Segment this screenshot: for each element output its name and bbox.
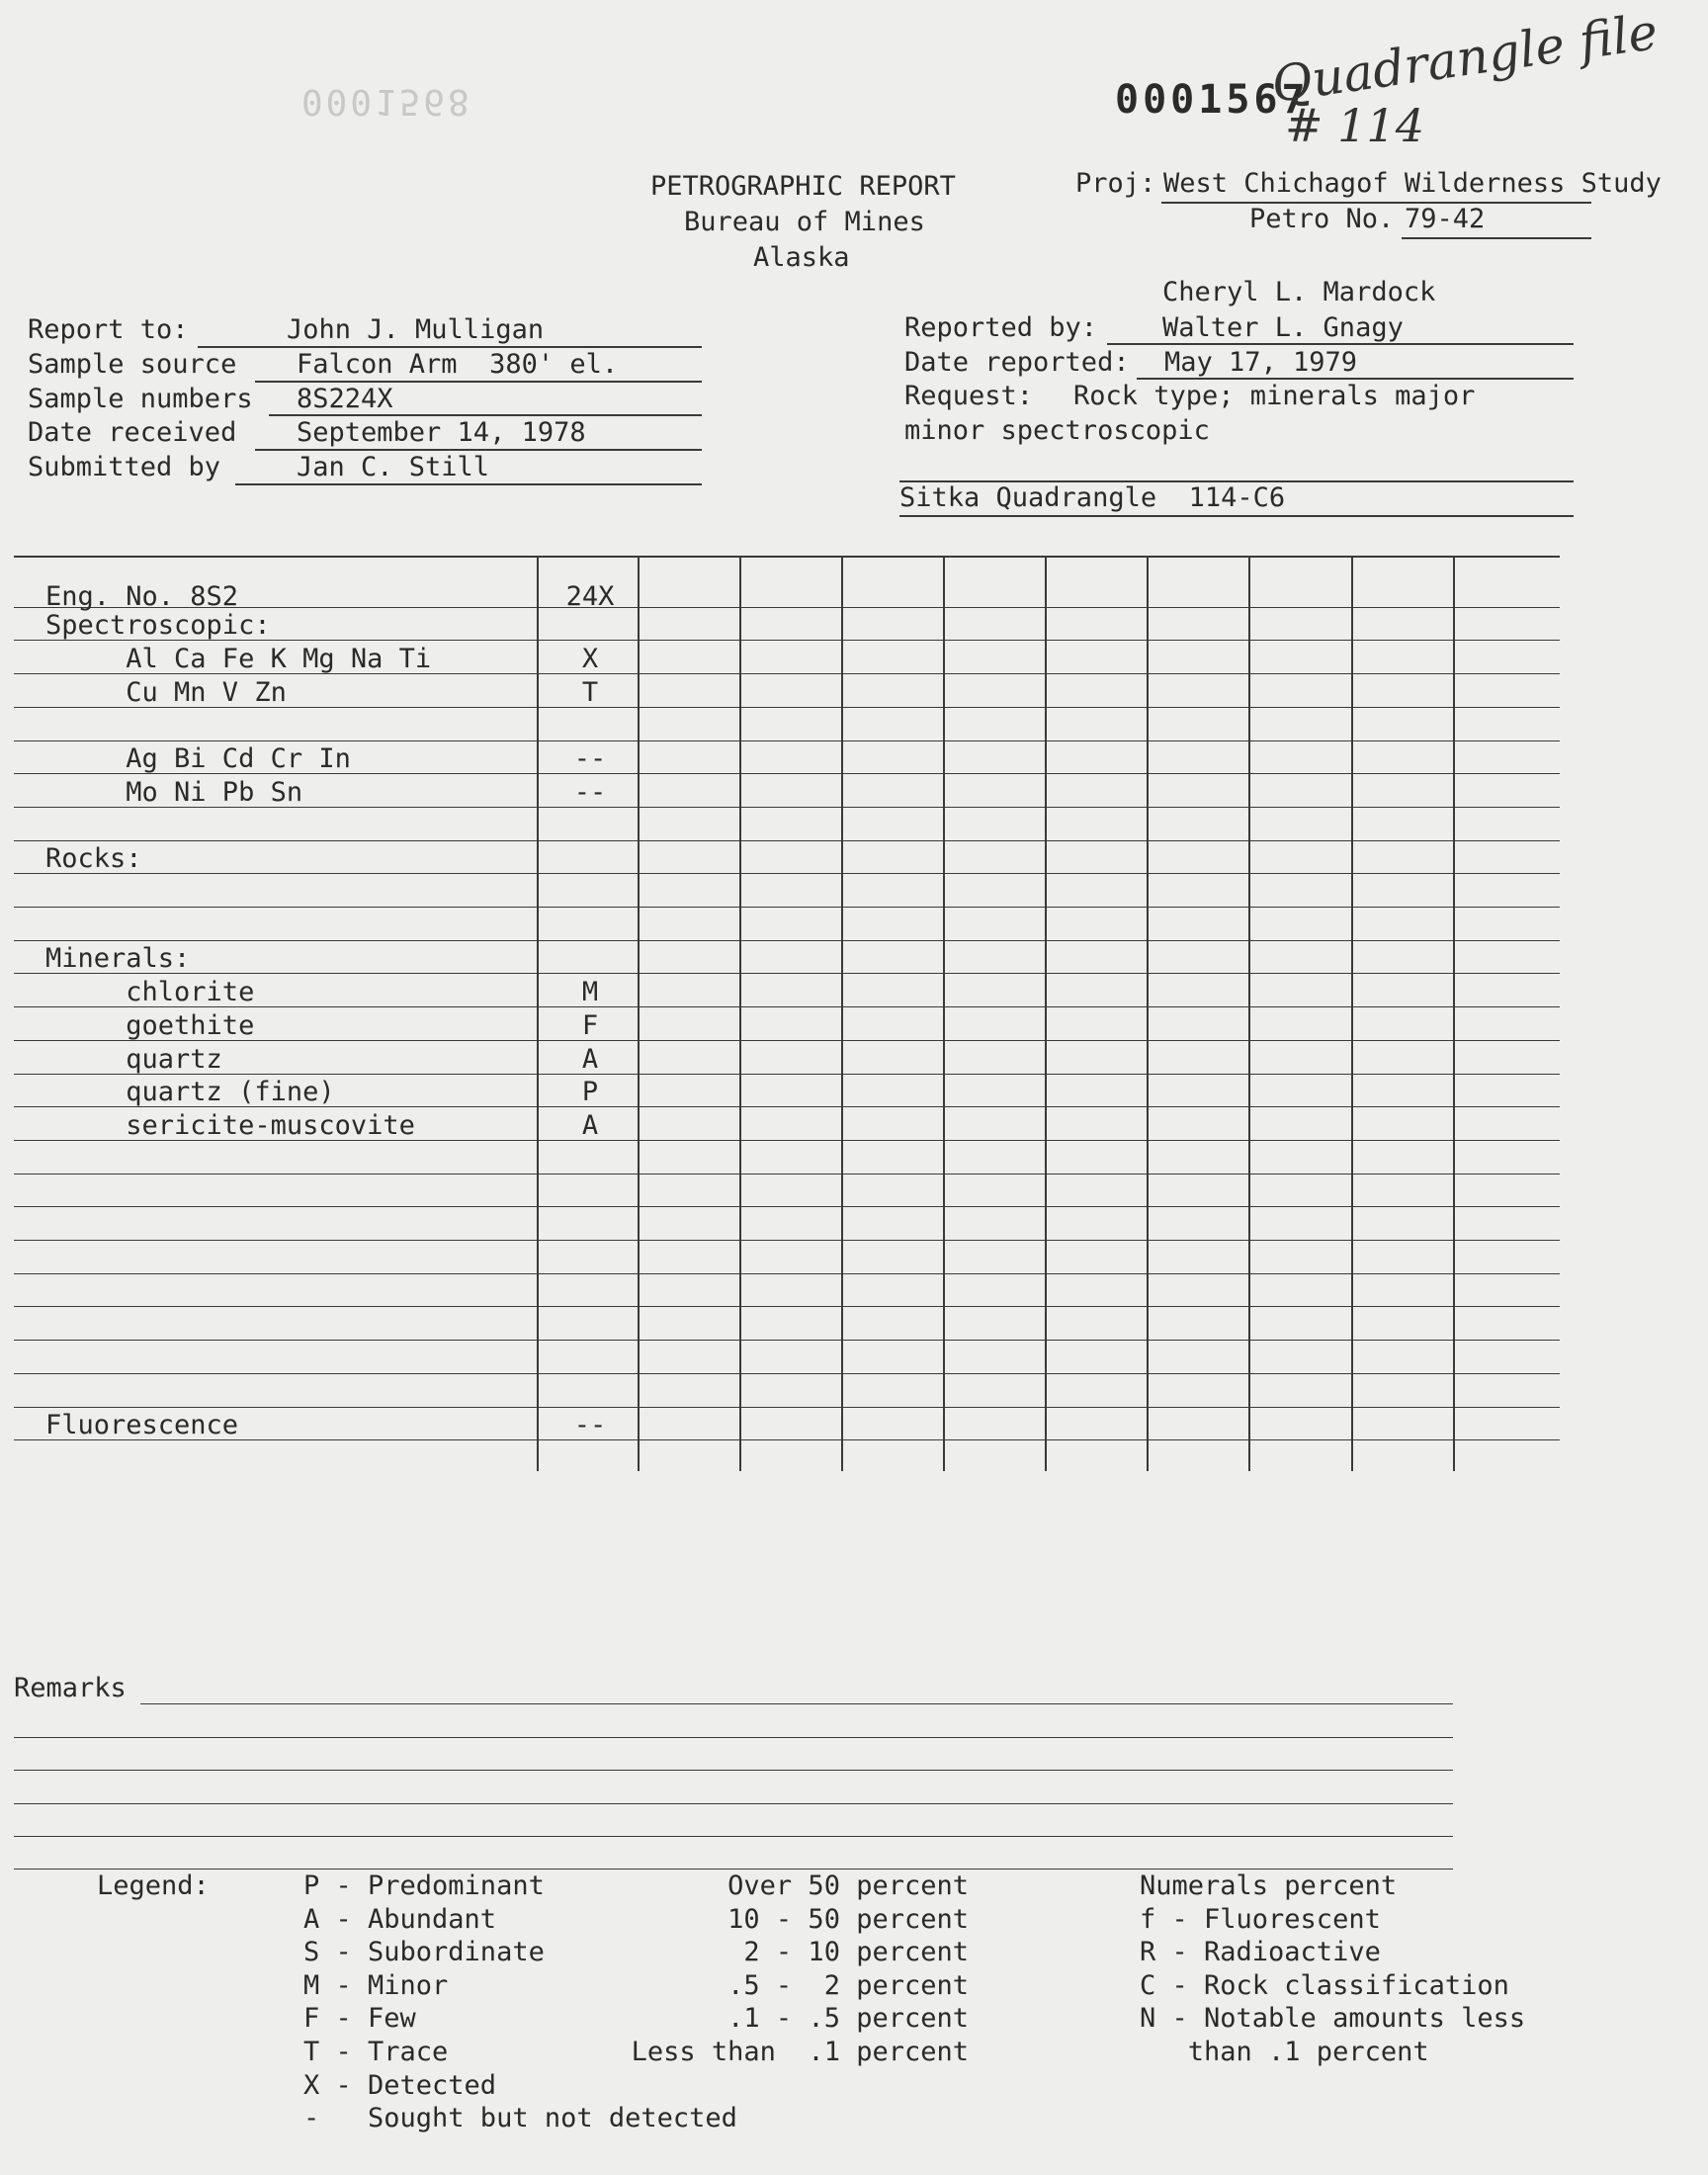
legend-range: Over 50 percent	[727, 1870, 969, 1901]
table-row-label: Mo Ni Pb Sn	[45, 777, 303, 808]
legend-label: Legend:	[97, 1870, 210, 1901]
table-row-line	[14, 1439, 1560, 1440]
legend-extra: than .1 percent	[1140, 2037, 1429, 2067]
proj-value: West Chichagof Wilderness Study	[1163, 168, 1662, 199]
table-row-value: --	[573, 743, 607, 774]
document-number-stamp: 0001567	[1115, 77, 1310, 123]
legend-code: P - Predominant	[303, 1870, 545, 1901]
sample-numbers-label: Sample numbers	[28, 384, 253, 414]
table-row-line	[14, 607, 1560, 608]
legend-code: S - Subordinate	[303, 1937, 545, 1967]
request-value: Rock type; minerals major	[1073, 381, 1476, 411]
petro-label: Petro No.	[1249, 204, 1395, 234]
date-reported-underline	[1137, 378, 1574, 380]
legend-code: A - Abundant	[303, 1904, 497, 1935]
state-name: Alaska	[753, 242, 850, 273]
remarks-line	[14, 1869, 1453, 1870]
sample-source-underline	[255, 381, 702, 383]
table-column-line	[1045, 556, 1047, 1471]
remarks-label: Remarks	[14, 1673, 127, 1703]
legend-extra: Numerals percent	[1140, 1870, 1398, 1901]
petro-value: 79-42	[1405, 204, 1486, 234]
remarks-line	[14, 1836, 1453, 1837]
table-row-label: Cu Mn V Zn	[45, 677, 287, 708]
proj-label: Proj:	[1075, 168, 1156, 199]
sample-numbers-underline	[269, 414, 702, 416]
table-row-line	[14, 1306, 1560, 1307]
legend-extra: C - Rock classification	[1140, 1970, 1509, 2001]
legend-code: - Sought but not detected	[303, 2103, 737, 2133]
table-column-line	[1248, 556, 1250, 1471]
legend-code: F - Few	[303, 2003, 416, 2034]
table-column-line	[943, 556, 945, 1471]
legend-code: X - Detected	[303, 2070, 497, 2101]
table-row-line	[14, 1340, 1560, 1341]
request-label: Request:	[904, 381, 1034, 411]
reported-by-name-1: Cheryl L. Mardock	[1162, 277, 1436, 307]
table-row-value: F	[581, 1010, 599, 1041]
table-row-label: quartz	[45, 1044, 222, 1075]
legend-code: M - Minor	[303, 1970, 449, 2001]
sample-numbers-value: 8S224X	[297, 384, 393, 414]
table-row-value: --	[573, 777, 607, 808]
table-column-line	[739, 556, 741, 1471]
table-row-label: chlorite	[45, 977, 255, 1007]
table-row-value: P	[581, 1077, 599, 1107]
table-row-label: Ag Bi Cd Cr In	[45, 743, 351, 774]
legend-range: .1 - .5 percent	[727, 2003, 969, 2034]
date-reported-label: Date reported:	[904, 347, 1130, 378]
report-to-label: Report to:	[28, 314, 189, 345]
submitted-by-underline	[235, 483, 702, 485]
table-row-line	[14, 840, 1560, 841]
legend-code: T - Trace	[303, 2037, 449, 2067]
table-row-line	[14, 1074, 1560, 1075]
table-row-label: Spectroscopic:	[45, 610, 271, 641]
table-row-line	[14, 1206, 1560, 1207]
table-row-label: Minerals:	[45, 943, 191, 974]
table-row-line	[14, 1407, 1560, 1408]
faint-mirror-stamp: 0001568	[301, 81, 472, 122]
table-row-line	[14, 973, 1560, 974]
submitted-by-value: Jan C. Still	[297, 452, 490, 482]
remarks-line	[140, 1703, 1453, 1704]
table-column-line	[638, 556, 640, 1471]
legend-extra: R - Radioactive	[1140, 1937, 1381, 1967]
handwritten-file-number: # 114	[1285, 99, 1424, 152]
table-column-line	[537, 556, 539, 1471]
table-row-label: Al Ca Fe K Mg Na Ti	[45, 644, 432, 674]
legend-extra: N - Notable amounts less	[1140, 2003, 1526, 2034]
date-received-value: September 14, 1978	[297, 417, 586, 448]
remarks-line	[14, 1770, 1453, 1771]
table-row-value: X	[581, 644, 599, 674]
table-row-line	[14, 740, 1560, 741]
table-row-line	[14, 940, 1560, 941]
table-column-line	[1351, 556, 1353, 1471]
table-column-line	[1147, 556, 1149, 1471]
reported-by-name-2: Walter L. Gnagy	[1162, 312, 1404, 343]
table-row-value: --	[573, 1410, 607, 1440]
report-title: PETROGRAPHIC REPORT	[650, 171, 956, 202]
table-row-line	[14, 907, 1560, 908]
request-value-line2: minor spectroscopic	[904, 415, 1210, 446]
legend-range: 10 - 50 percent	[727, 1904, 969, 1935]
table-column-line	[1453, 556, 1455, 1471]
legend-range: 2 - 10 percent	[727, 1937, 969, 1967]
sample-source-label: Sample source	[28, 349, 237, 380]
table-row-value: A	[581, 1044, 599, 1075]
remarks-line	[14, 1803, 1453, 1804]
table-row-line	[14, 1373, 1560, 1374]
remarks-line	[14, 1737, 1453, 1738]
reported-by-underline	[1107, 343, 1574, 345]
table-row-label: Eng. No. 8S2	[45, 581, 239, 612]
table-row-value: A	[581, 1110, 599, 1141]
report-to-value: John J. Mulligan	[287, 314, 545, 345]
table-row-label: sericite-muscovite	[45, 1110, 415, 1141]
date-received-underline	[255, 449, 702, 451]
date-reported-value: May 17, 1979	[1164, 347, 1358, 378]
handwritten-quadrangle-file: Quadrangle file	[1267, 2, 1662, 115]
quadrangle-underline	[899, 515, 1574, 517]
table-column-line	[841, 556, 843, 1471]
quadrangle-value: Sitka Quadrangle 114-C6	[899, 482, 1286, 513]
petro-underline	[1402, 237, 1591, 239]
sample-source-value: Falcon Arm 380' el.	[297, 349, 619, 380]
table-row-label: Rocks:	[45, 843, 142, 874]
table-row-line	[14, 1240, 1560, 1241]
table-row-line	[14, 873, 1560, 874]
table-row-value: T	[581, 677, 599, 708]
table-row-value: 24X	[565, 581, 615, 612]
bureau-name: Bureau of Mines	[684, 207, 925, 237]
date-received-label: Date received	[28, 417, 237, 448]
table-row-label: Fluorescence	[45, 1410, 239, 1440]
legend-range: Less than .1 percent	[631, 2037, 969, 2067]
legend-extra: f - Fluorescent	[1140, 1904, 1381, 1935]
table-row-label: quartz (fine)	[45, 1077, 335, 1107]
table-row-line	[14, 1273, 1560, 1274]
submitted-by-label: Submitted by	[28, 452, 221, 482]
table-row-label: goethite	[45, 1010, 255, 1041]
table-top-border	[14, 556, 1560, 558]
legend-range: .5 - 2 percent	[727, 1970, 969, 2001]
table-row-value: M	[581, 977, 599, 1007]
report-to-underline	[198, 346, 702, 348]
reported-by-label: Reported by:	[904, 312, 1098, 343]
